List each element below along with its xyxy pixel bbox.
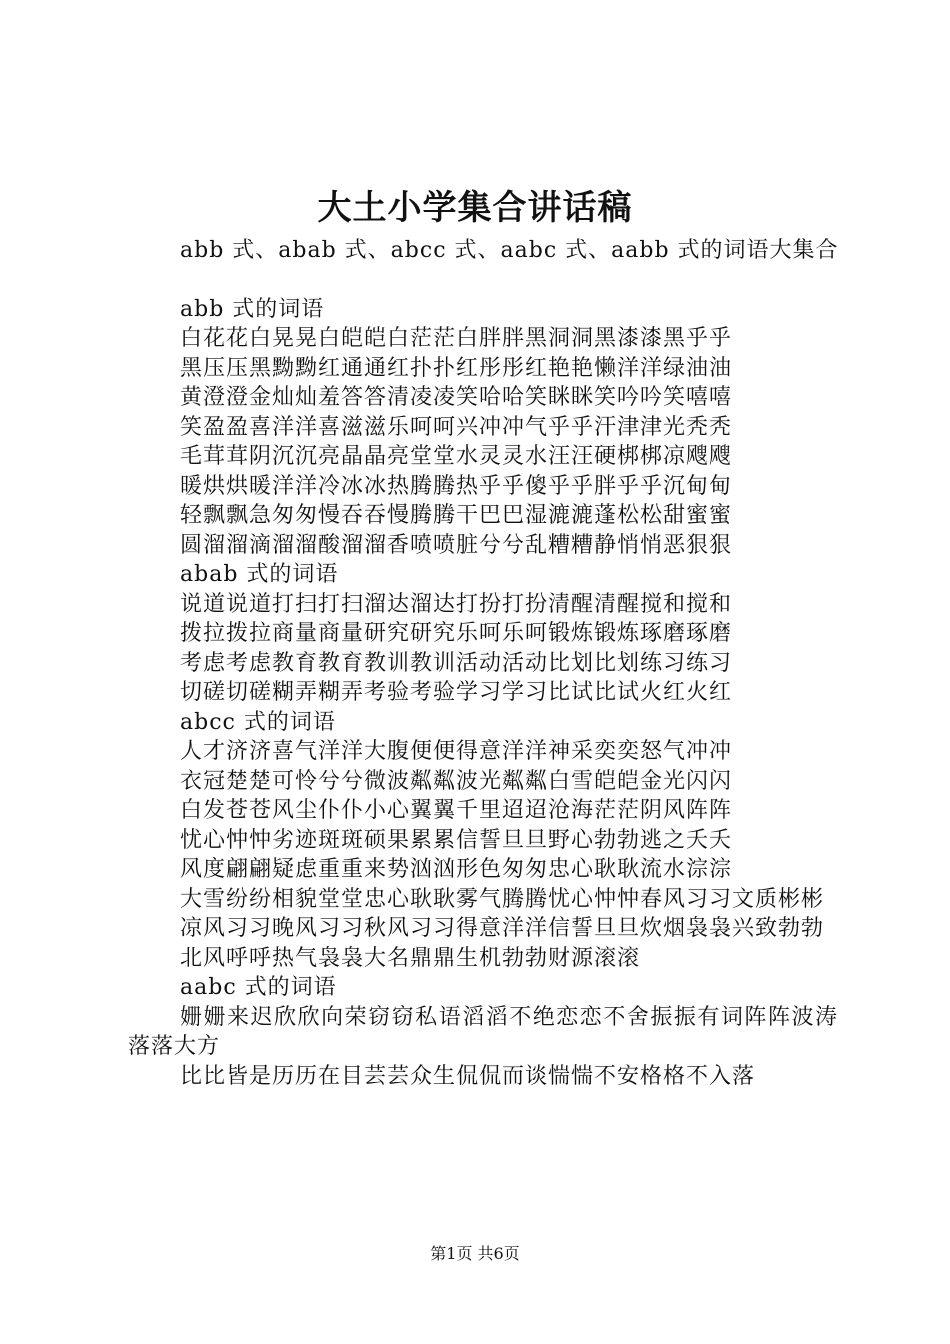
word-line: 考虑考虑教育教育教训教训活动活动比划比划练习练习 (180, 650, 733, 676)
section-heading-abb: abb 式的词语 (180, 296, 325, 322)
section-heading-abcc: abcc 式的词语 (180, 709, 336, 735)
word-line: 说道说道打扫打扫溜达溜达打扮打扮清醒清醒搅和搅和 (180, 591, 733, 617)
document-body (128, 236, 838, 1091)
section-heading-abab: abab 式的词语 (180, 562, 339, 587)
subtitle: abb 式、abab 式、abcc 式、aabc 式、aabb 式的词语大集合 (180, 238, 839, 263)
word-line: 切磋切磋糊弄糊弄考验考验学习学习比试比试火红火红 (180, 680, 733, 705)
word-line: 忧心忡忡劣迹斑斑硕果累累信誓旦旦野心勃勃逃之夭夭 (180, 827, 733, 853)
word-line: 黑压压黑黝黝红通通红扑扑红彤彤红艳艳懒洋洋绿油油 (180, 355, 733, 381)
word-line: 人才济济喜气洋洋大腹便便得意洋洋神采奕奕怒气冲冲 (180, 739, 733, 764)
word-line: 黄澄澄金灿灿羞答答清凌凌笑哈哈笑眯眯笑吟吟笑嘻嘻 (180, 385, 733, 410)
word-line: 拨拉拨拉商量商量研究研究乐呵乐呵锻炼锻炼琢磨琢磨 (180, 621, 733, 646)
page-footer: 第1页 共6页 (430, 1244, 520, 1263)
word-paragraph: 大雪纷纷相貌堂堂忠心耿耿雾气腾腾忧心忡忡春风习习文质彬彬 (180, 886, 825, 912)
word-paragraph: 姗姗来迟欣欣向荣窃窃私语滔滔不绝恋恋不舍振振有词阵阵波涛落落大方 (128, 1004, 838, 1059)
word-line: 轻飘飘急匆匆慢吞吞慢腾腾干巴巴湿漉漉蓬松松甜蜜蜜 (180, 503, 733, 528)
word-line: 圆溜溜滴溜溜酸溜溜香喷喷脏兮兮乱糟糟静悄悄恶狠狠 (180, 532, 733, 558)
word-line: 衣冠楚楚可怜兮兮微波粼粼波光粼粼白雪皑皑金光闪闪 (180, 768, 733, 794)
section-heading-aabc: aabc 式的词语 (180, 975, 337, 1000)
word-line: 毛茸茸阴沉沉亮晶晶亮堂堂水灵灵水汪汪硬梆梆凉飕飕 (180, 444, 733, 469)
word-paragraph: 凉风习习晚风习习秋风习习得意洋洋信誓旦旦炊烟袅袅兴致勃勃 (180, 916, 825, 941)
word-line: 暖烘烘暖洋洋冷冰冰热腾腾热乎乎傻乎乎胖乎乎沉甸甸 (180, 473, 733, 499)
word-line: 笑盈盈喜洋洋喜滋滋乐呵呵兴冲冲气乎乎汗津津光秃秃 (180, 414, 733, 440)
spacer (128, 266, 838, 295)
word-line: 白花花白晃晃白皑皑白茫茫白胖胖黑洞洞黑漆漆黑乎乎 (180, 326, 733, 351)
document-title: 大土小学集合讲话稿 (317, 188, 633, 228)
word-paragraph: 北风呼呼热气袅袅大名鼎鼎生机勃勃财源滚滚 (180, 945, 641, 971)
word-line: 风度翩翩疑虑重重来势汹汹形色匆匆忠心耿耿流水淙淙 (180, 857, 733, 882)
word-paragraph: 比比皆是历历在目芸芸众生侃侃而谈惴惴不安格格不入落 (180, 1063, 756, 1089)
word-line: 白发苍苍风尘仆仆小心翼翼千里迢迢沧海茫茫阴风阵阵 (180, 798, 733, 823)
